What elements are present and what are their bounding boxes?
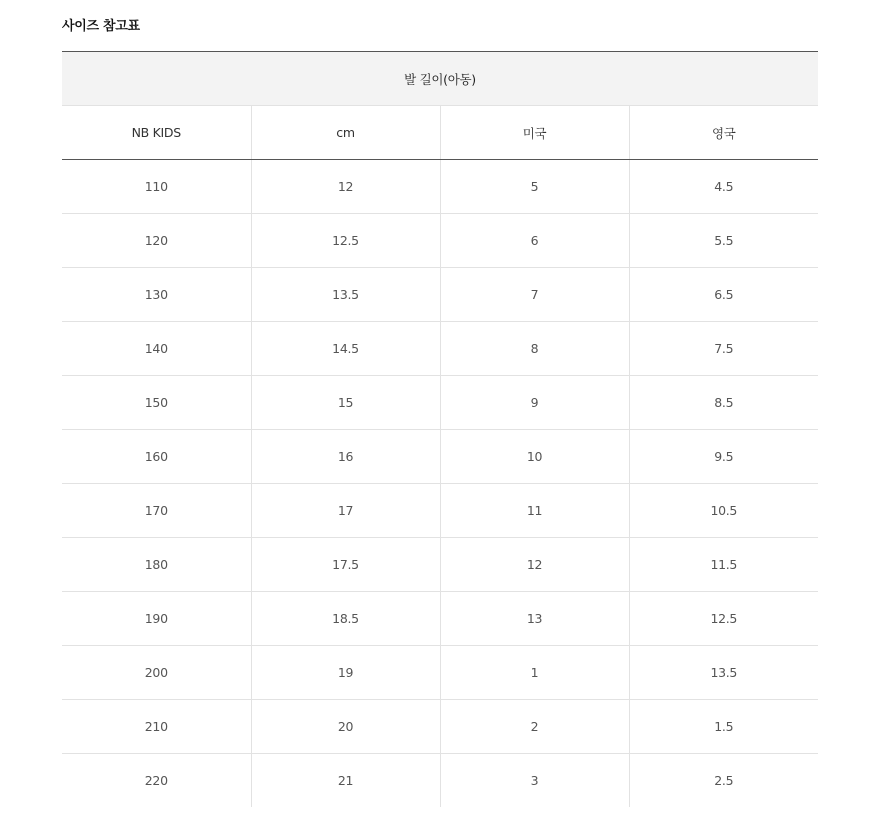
table-row	[62, 214, 818, 268]
table-row	[62, 646, 818, 700]
column-header-cm: cm	[251, 106, 440, 160]
cell-uk: 2.5	[629, 754, 818, 808]
cell-cm: 12	[251, 160, 440, 214]
cell-uk: 7.5	[629, 322, 818, 376]
cell-cm: 12.5	[251, 214, 440, 268]
cell-cm: 19	[251, 646, 440, 700]
cell-uk: 13.5	[629, 646, 818, 700]
cell-us: 11	[440, 484, 629, 538]
cell-cm: 20	[251, 700, 440, 754]
cell-uk: 9.5	[629, 430, 818, 484]
table-row	[62, 322, 818, 376]
cell-uk: 6.5	[629, 268, 818, 322]
table-row	[62, 160, 818, 214]
cell-us: 1	[440, 646, 629, 700]
cell-nb-kids: 200	[62, 646, 251, 700]
table-body	[62, 160, 818, 808]
table-row	[62, 592, 818, 646]
table-row	[62, 376, 818, 430]
cell-us: 5	[440, 160, 629, 214]
cell-nb-kids: 140	[62, 322, 251, 376]
cell-uk: 10.5	[629, 484, 818, 538]
column-header-us: 미국	[440, 106, 629, 160]
table-row	[62, 268, 818, 322]
cell-us: 12	[440, 538, 629, 592]
table-row	[62, 754, 818, 808]
cell-us: 10	[440, 430, 629, 484]
cell-cm: 18.5	[251, 592, 440, 646]
cell-nb-kids: 220	[144, 773, 168, 788]
cell-nb-kids: 210	[62, 700, 251, 754]
column-header-uk: 영국	[629, 106, 818, 160]
table-group-header-row	[62, 52, 818, 106]
cell-us: 3	[440, 754, 629, 808]
cell-nb-kids: 170	[62, 484, 251, 538]
group-header-foot-length: 발 길이(아동)	[62, 52, 818, 106]
cell-uk: 11.5	[629, 538, 818, 592]
table-row	[62, 484, 818, 538]
cell-nb-kids: 130	[62, 268, 251, 322]
cell-us: 2	[440, 700, 629, 754]
cell-nb-kids: 120	[62, 214, 251, 268]
cell-cm: 14.5	[251, 322, 440, 376]
column-header-nb-kids: NB KIDS	[62, 106, 251, 160]
cell-us: 6	[440, 214, 629, 268]
cell-cm: 16	[251, 430, 440, 484]
size-chart-table	[62, 51, 818, 807]
cell-uk: 8.5	[629, 376, 818, 430]
cell-us: 7	[440, 268, 629, 322]
cell-us: 13	[440, 592, 629, 646]
table-row	[62, 700, 818, 754]
table-column-header-row	[62, 106, 818, 160]
cell-nb-kids: 180	[62, 538, 251, 592]
table-row	[62, 430, 818, 484]
cell-uk: 5.5	[629, 214, 818, 268]
cell-cm: 17	[251, 484, 440, 538]
page-title: 사이즈 참고표	[62, 19, 140, 34]
cell-cm: 21	[251, 754, 440, 808]
cell-us: 9	[440, 376, 629, 430]
cell-nb-kids: 190	[62, 592, 251, 646]
cell-nb-kids: 150	[62, 376, 251, 430]
cell-uk: 4.5	[629, 160, 818, 214]
cell-nb-kids: 160	[62, 430, 251, 484]
cell-cm: 17.5	[251, 538, 440, 592]
cell-uk: 1.5	[629, 700, 818, 754]
cell-cm: 13.5	[251, 268, 440, 322]
table-row	[62, 538, 818, 592]
cell-nb-kids: 110	[62, 160, 251, 214]
cell-cm: 15	[251, 376, 440, 430]
cell-uk: 12.5	[629, 592, 818, 646]
cell-us: 8	[440, 322, 629, 376]
